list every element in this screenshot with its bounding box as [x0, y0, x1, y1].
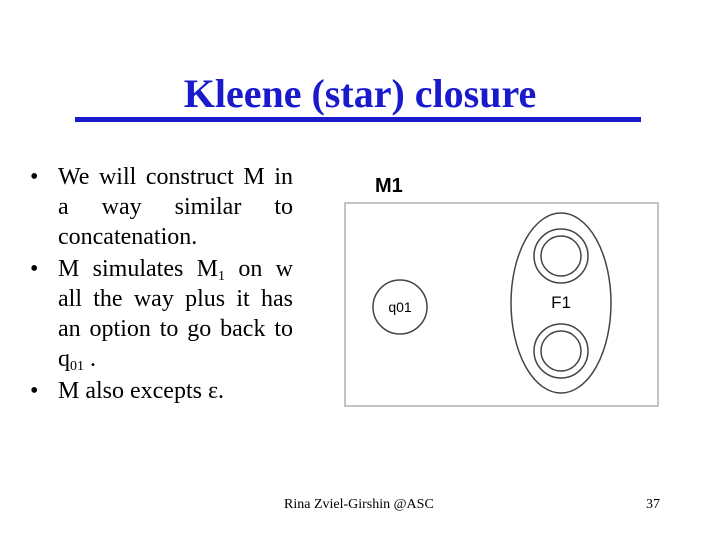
bullet-text: We will construct M in a way similar to concatenation.: [58, 164, 293, 250]
automaton-diagram: [343, 165, 663, 410]
subscript: 1: [218, 269, 225, 284]
final-state-inner-1: [541, 236, 581, 276]
bullet-text: .: [84, 346, 96, 372]
title-underline: [75, 117, 641, 122]
slide-title: Kleene (star) closure: [183, 71, 537, 116]
bullet-item-1: [30, 162, 293, 252]
bullet-list: [30, 162, 293, 408]
bullet-text: M also excepts ε.: [58, 378, 225, 404]
bullet-text: on w all the way plus it has an option to go back to q: [58, 256, 293, 372]
page-number: 37: [646, 497, 660, 512]
machine-label: M1: [375, 175, 403, 197]
footer-author: Rina Zviel-Girshin @ASC: [284, 497, 434, 512]
final-state-outer-2: [534, 324, 588, 378]
bullet-marker: •: [30, 164, 39, 190]
bullet-marker: •: [30, 256, 39, 282]
bullet-marker: •: [30, 378, 39, 404]
bullet-item-2: [30, 254, 293, 374]
final-state-outer-1: [534, 229, 588, 283]
bullet-item-3: [30, 376, 293, 406]
final-states-label: F1: [551, 293, 571, 312]
bullet-text: M simulates M: [58, 256, 218, 282]
subscript: 01: [70, 359, 84, 374]
start-state-label: q01: [388, 299, 412, 315]
final-state-inner-2: [541, 331, 581, 371]
